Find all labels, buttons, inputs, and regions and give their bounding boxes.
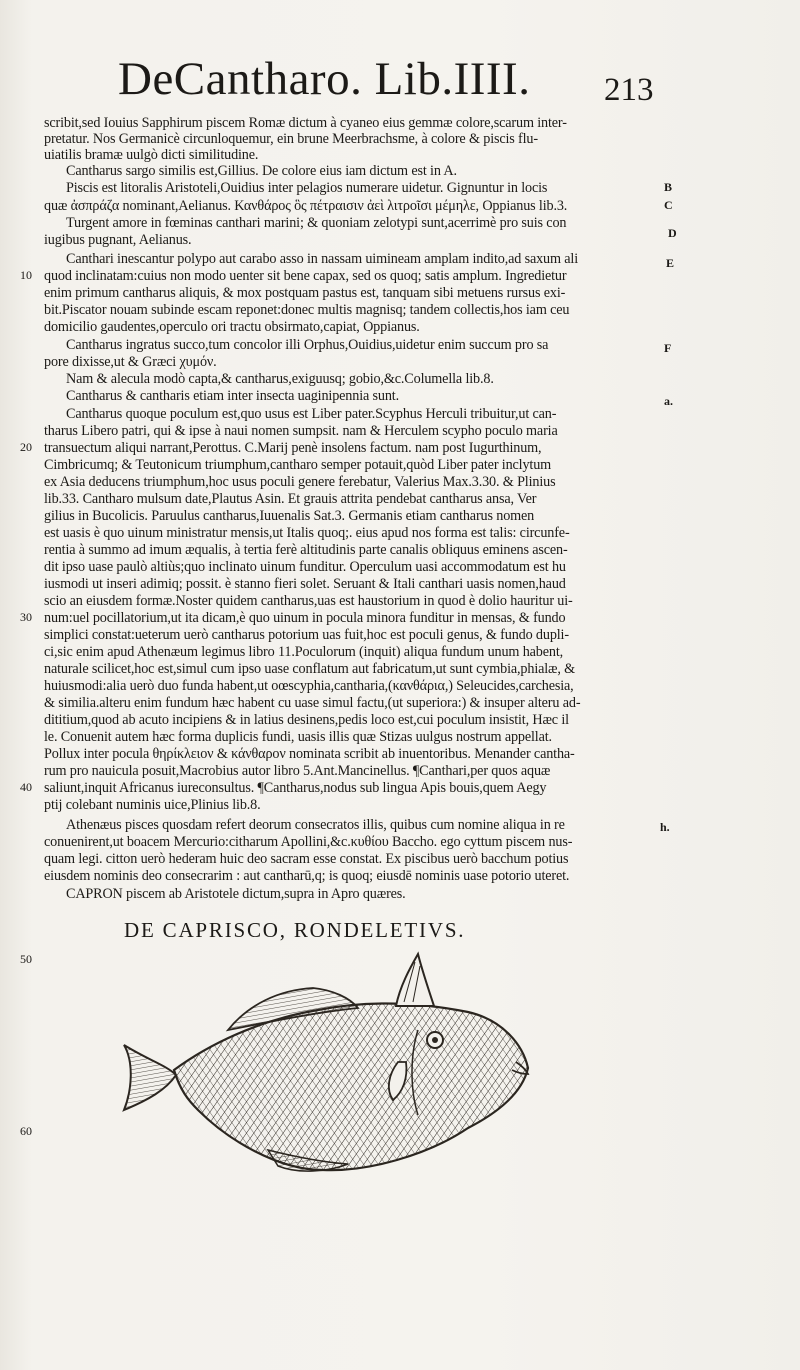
margin-note-f: F (664, 341, 672, 355)
text-line: eiusdem nominis deo consecrarim : aut cantharū,q; is quoq; eiusdē nominis uase potorio uteret. (44, 868, 570, 884)
text-line: quæ ἀσπράζα nominant,Aelianus. Κανθάρος ὃς πέτραισιν ἀεὶ λιτροῖσι μέμηλε, Oppianus lib.3. (44, 198, 568, 214)
text-line: bit.Piscator nouam subinde escam reponet:donec multis magnisq; tandem collectis,hos iam ceu (44, 302, 570, 318)
text-line: tharus Libero patri, qui & ipse à naui nomen sumpsit. nam & Herculem scypho poculo maria (44, 423, 558, 439)
page-number: 213 (604, 72, 654, 108)
text-line: CAPRON piscem ab Aristotele dictum,supra in Apro quæres. (66, 886, 406, 902)
fish-woodcut-illustration (118, 950, 538, 1180)
text-line: & similia.alteru enim fundum hæc habent cu uase simul factu,(ut superiora:) & insuper alteru ad- (44, 695, 581, 711)
text-line: Cimbricumq; & Teutonicum triumphum,cantharo semper potauit,quòd Liber pater inclytum (44, 457, 552, 473)
text-line: ex Asia deducens triumphum,hoc usus poculi genere ferebatur, Valerius Max.3.30. & Plinius (44, 474, 556, 490)
text-line: quam legi. citton uerò hederam huic deo sacram esse constat. Ex piscibus uerò bacchum potius (44, 851, 569, 867)
text-line: Turgent amore in fœminas canthari marini; & quoniam zelotypi sunt,acerrimè pro suis con (66, 215, 567, 231)
text-line: enim primum cantharus aliquis, & mox postquam pastus est, tanquam sibi metuens rursus exi- (44, 285, 566, 301)
text-line: conuenirent,ut boacem Mercurio:citharum Apollini,&c.κυθίου Baccho. ego cyttum piscem nus- (44, 834, 573, 850)
margin-note-b: B (664, 180, 673, 194)
text-line: naturale scilicet,hoc est,simul cum ipso uase conflatum aut fabricatum,ut sunt cymbia,phialæ, & (44, 661, 576, 677)
text-line: dit ipso uase paulò altiùs;quo inclinato uinum funditur. Operculum uasi accommodatum est hu (44, 559, 566, 575)
text-line: est uasis è quo uinum ministratur mensis,ut Italis quoq;. eius apud nos forma est talis: circunfe- (44, 525, 570, 541)
section-heading: DE CAPRISCO, RONDELETIVS. (124, 918, 466, 942)
text-line: le. Conuenit autem hæc forma duplicis fundi, uasis illis quæ Stizas uulgus nostrum appellat. (44, 729, 552, 745)
line-number: 50 (20, 952, 32, 966)
margin-note-h: h. (660, 820, 670, 834)
text-line: Canthari inescantur polypo aut carabo asso in nassam uimineam amplam indito,ad saxum ali (66, 251, 579, 267)
text-line: dititium,quod ab acuto incipiens & in latius desinens,pedis loco est,cui poculum insistit, Hæc il (44, 712, 569, 728)
line-number: 60 (20, 1124, 32, 1138)
margin-note-d: D (668, 226, 677, 240)
line-number: 20 (20, 440, 32, 454)
line-number: 10 (20, 268, 32, 282)
text-line: rentia à summo ad imum æqualis, à tertia ferè altitudinis parte canalis obliquus eminens ascen- (44, 542, 568, 558)
margin-note-c: C (664, 198, 673, 212)
text-line: uiatilis bramæ uulgò dicti similitudine. (44, 147, 259, 163)
text-line: Cantharus & cantharis etiam inter insecta uaginipennia sunt. (66, 388, 399, 404)
text-line: huiusmodi:alia uerò duo funda habent,ut oœscyphia,cantharia,(κανθάρια,) Seleucides,carchesia, (44, 678, 574, 694)
text-line: Pollux inter pocula θηρίκλειον & κάνθαρον nominata scribit ab inuentoribus. Menander cantha- (44, 746, 575, 762)
margin-note-e: E (666, 256, 675, 270)
text-line: Cantharus ingratus succo,tum concolor illi Orphus,Ouidius,uidetur enim succum pro sa (66, 337, 549, 353)
running-head: DeCantharo. Lib.IIII. (118, 53, 531, 105)
text-line: simplici constat:ueterum uerò cantharus potorium uas fuit,hoc est poculi genus, & fundo dupli- (44, 627, 569, 643)
text-line: num:uel pocillatorium,ut ita dicam,è quo uinum in pocula minora funditur in mensas, & fundo (44, 610, 566, 626)
text-line: Piscis est litoralis Aristoteli,Ouidius inter pelagios numerare uidetur. Gignuntur in locis (66, 180, 548, 196)
text-line: lib.33. Cantharo mulsum date,Plautus Asin. Et grauis attrita pendebat cantharus ansa, Ver (44, 491, 537, 507)
text-line: scio an eiusdem formæ.Noster quidem cantharus,uas est haustorium in quod è dolio hauritur ui- (44, 593, 573, 609)
text-line: gilius in Bucolicis. Paruulus cantharus,Iuuenalis Sat.3. Germanis etiam cantharus nomen (44, 508, 535, 524)
line-number: 40 (20, 780, 32, 794)
text-line: rum pro nauicula posuit,Macrobius autor libro 5.Ant.Mancinellus. ¶Canthari,per quos aquæ (44, 763, 551, 779)
text-line: transuectum aliqui narrant,Perottus. C.Marij penè insolens factum. nam post Iugurthinum, (44, 440, 542, 456)
text-line: Cantharus sargo similis est,Gillius. De colore eius iam dictum est in A. (66, 163, 457, 179)
text-line: Athenæus pisces quosdam refert deorum consecratos illis, quibus cum nomine aliqua in re (66, 817, 565, 833)
text-line: iugibus pugnant, Aelianus. (44, 232, 192, 248)
text-line: pore dixisse,ut & Græci χυμόν. (44, 354, 217, 370)
text-line: ci,sic enim apud Athenæum legimus libro 11.Poculorum (inquit) aliqua fundum unum habent, (44, 644, 564, 660)
text-line: Nam & alecula modò capta,& cantharus,exiguusq; gobio,&c.Columella lib.8. (66, 371, 494, 387)
text-line: saliunt,inquit Africanus iureconsultus. ¶Cantharus,nodus sub lingua Apis bouis,quem Aegy (44, 780, 547, 796)
text-line: quod inclinatam:cuius non modo uenter sit bene capax, sed os quoq; satis amplum. Ingredietur (44, 268, 567, 284)
margin-note-a: a. (664, 394, 673, 408)
text-line: domicilio gaudentes,operculo ori tractu obsirmato,capiat, Oppianus. (44, 319, 420, 335)
line-number: 30 (20, 610, 32, 624)
text-line: iusmodi ut inseri adimiq; possit. è stanno fieri solet. Seruant & Itali canthari uasis nomen,haud (44, 576, 566, 592)
text-line: ptij colebant numinis uice,Plinius lib.8. (44, 797, 261, 813)
text-line: Cantharus quoque poculum est,quo usus est Liber pater.Scyphus Herculi tribuitur,ut can- (66, 406, 557, 422)
text-line: pretatur. Nos Germanicè circunloquemur, ein brune Meerbrachsme, à colore & piscis flu- (44, 131, 538, 147)
text-line: scribit,sed Iouius Sapphirum piscem Romæ dictum à cyaneo eius gemmæ colore,scarum inter- (44, 115, 567, 131)
